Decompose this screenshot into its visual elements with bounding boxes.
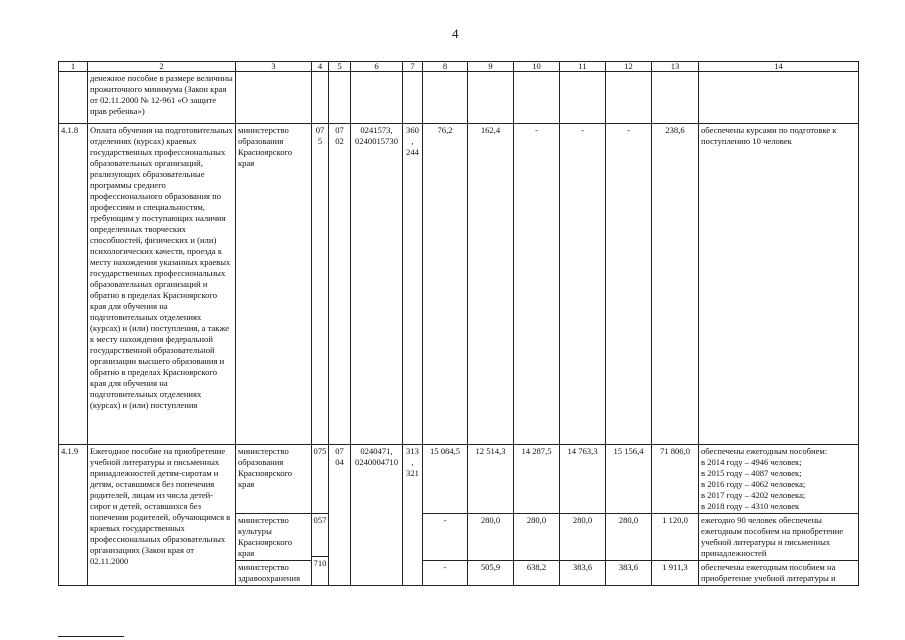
cell-2017: 383,6 (560, 561, 606, 586)
cell-2017: 280,0 (560, 514, 606, 561)
cell-num: 4.1.9 (59, 445, 88, 586)
cell-vr: 313, 321 (403, 445, 423, 586)
cell-result: обеспечены ежегодным пособием на приобретение учебной литературы и (699, 561, 859, 586)
cell-2015: 12 514,3 (468, 445, 514, 514)
table-row-continuation (59, 72, 859, 124)
cell-executor: министерство образования Красноярского края (236, 445, 312, 514)
column-header: 7 (403, 62, 423, 72)
cell-2014: 76,2 (423, 124, 468, 445)
result-line: в 2015 году – 4087 человек; (701, 468, 802, 478)
column-header: 1 (59, 62, 88, 72)
footnote-rule (58, 636, 124, 637)
cell-executor: министерство культуры Красноярского края (236, 514, 312, 561)
result-line: в 2017 году – 4202 человека; (701, 490, 806, 500)
column-header: 5 (329, 62, 351, 72)
cell-executor: министерство здравоохранения (236, 561, 312, 586)
cell-total: 1 911,3 (652, 561, 699, 586)
cell-result: ежегодно 90 человек обеспечены ежегодным пособием на приобретение учебной литературы и письменных принадлежностей (699, 514, 859, 561)
column-header: 8 (423, 62, 468, 72)
cell-grbs: 710 (312, 556, 328, 576)
cell-2015: 280,0 (468, 514, 514, 561)
cell-num: 4.1.8 (59, 124, 88, 445)
page-number: 4 (452, 26, 459, 41)
program-table (58, 61, 859, 586)
cell-2016: 280,0 (514, 514, 560, 561)
cell-grbs-group (312, 445, 329, 586)
result-line: в 2014 году – 4946 человек; (701, 457, 802, 467)
cell-total: 71 806,0 (652, 445, 699, 514)
table-row-4-1-9 (59, 445, 859, 514)
cell-grbs: 057 (312, 513, 328, 556)
column-header: 12 (606, 62, 652, 72)
table-row-4-1-8 (59, 124, 859, 445)
cell-2017: 14 763,3 (560, 445, 606, 514)
result-line: в 2016 году – 4062 человека; (701, 479, 806, 489)
column-header: 9 (468, 62, 514, 72)
cell-csr: 0241573, 0240015730 (351, 124, 403, 445)
cell-executor: министерство образования Красноярского края (236, 124, 312, 445)
table-header-row (59, 62, 859, 72)
cell-2017: - (560, 124, 606, 445)
column-header: 10 (514, 62, 560, 72)
cell-2016: 14 287,5 (514, 445, 560, 514)
column-header: 4 (312, 62, 329, 72)
cell-2018: 15 156,4 (606, 445, 652, 514)
column-header: 14 (699, 62, 859, 72)
cell-grbs: 075 (312, 124, 329, 445)
result-line: в 2018 году – 4310 человек (701, 501, 800, 511)
column-header: 2 (88, 62, 236, 72)
cell-2018: 280,0 (606, 514, 652, 561)
cell-vr: 360, 244 (403, 124, 423, 445)
cell-csr: 0240471, 0240004710 (351, 445, 403, 586)
cell-rzpr: 07 02 (329, 124, 351, 445)
column-header: 11 (560, 62, 606, 72)
cell-result (699, 445, 859, 514)
cell-name: денежное пособие в размере величины прожиточного минимума (Закон края от 02.11.2000 № 12-961 «О защите прав ребенка») (88, 72, 236, 124)
cell-2015: 505,9 (468, 561, 514, 586)
cell-rzpr: 07 04 (329, 445, 351, 586)
column-header: 6 (351, 62, 403, 72)
cell-result: обеспечены курсами по подготовке к поступлению 10 человек (699, 124, 859, 445)
cell-2016: 638,2 (514, 561, 560, 586)
cell-name: Оплата обучения на подготовительных отделениях (курсах) краевых государственных профессиональных образовательных организаций, реализующих образовательные программы среднего профессионального образования по профессиям и специальностям, требующим у поступающих наличия определенных творческих способностей, физических и (или) психологических качеств, проезда к месту нахождения указанных краевых государственных профессиональных образовательных организаций и обратно в пределах Красноярского края для обучения на подготовительных отделениях (курсах) и (или) поступления, а также к месту нахождения федеральной государственной образовательной организации высшего образования и обратно в пределах Красноярского края для обучения на подготовительных отделениях (курсах) и (или) поступления (88, 124, 236, 445)
cell-2014: 15 084,5 (423, 445, 468, 514)
cell-2014: - (423, 514, 468, 561)
cell-total: 1 120,0 (652, 514, 699, 561)
cell-2014: - (423, 561, 468, 586)
cell-2018: - (606, 124, 652, 445)
cell-num (59, 72, 88, 124)
result-line: обеспечены ежегодным пособием: (701, 446, 828, 456)
cell-name: Ежегодное пособие на приобретение учебной литературы и письменных принадлежностей детям-сиротам и детям, оставшимся без попечения родителей, лицам из числа детей-сирот и детей, оставшихся без попечения родителей, обучающимся в краевых государственных профессиональных образовательных организациях (Закон края от 02.11.2000 (88, 445, 236, 586)
column-header: 3 (236, 62, 312, 72)
cell-total: 238,6 (652, 124, 699, 445)
cell-2016: - (514, 124, 560, 445)
cell-2015: 162,4 (468, 124, 514, 445)
cell-grbs: 075 (313, 446, 327, 456)
cell-2018: 383,6 (606, 561, 652, 586)
column-header: 13 (652, 62, 699, 72)
